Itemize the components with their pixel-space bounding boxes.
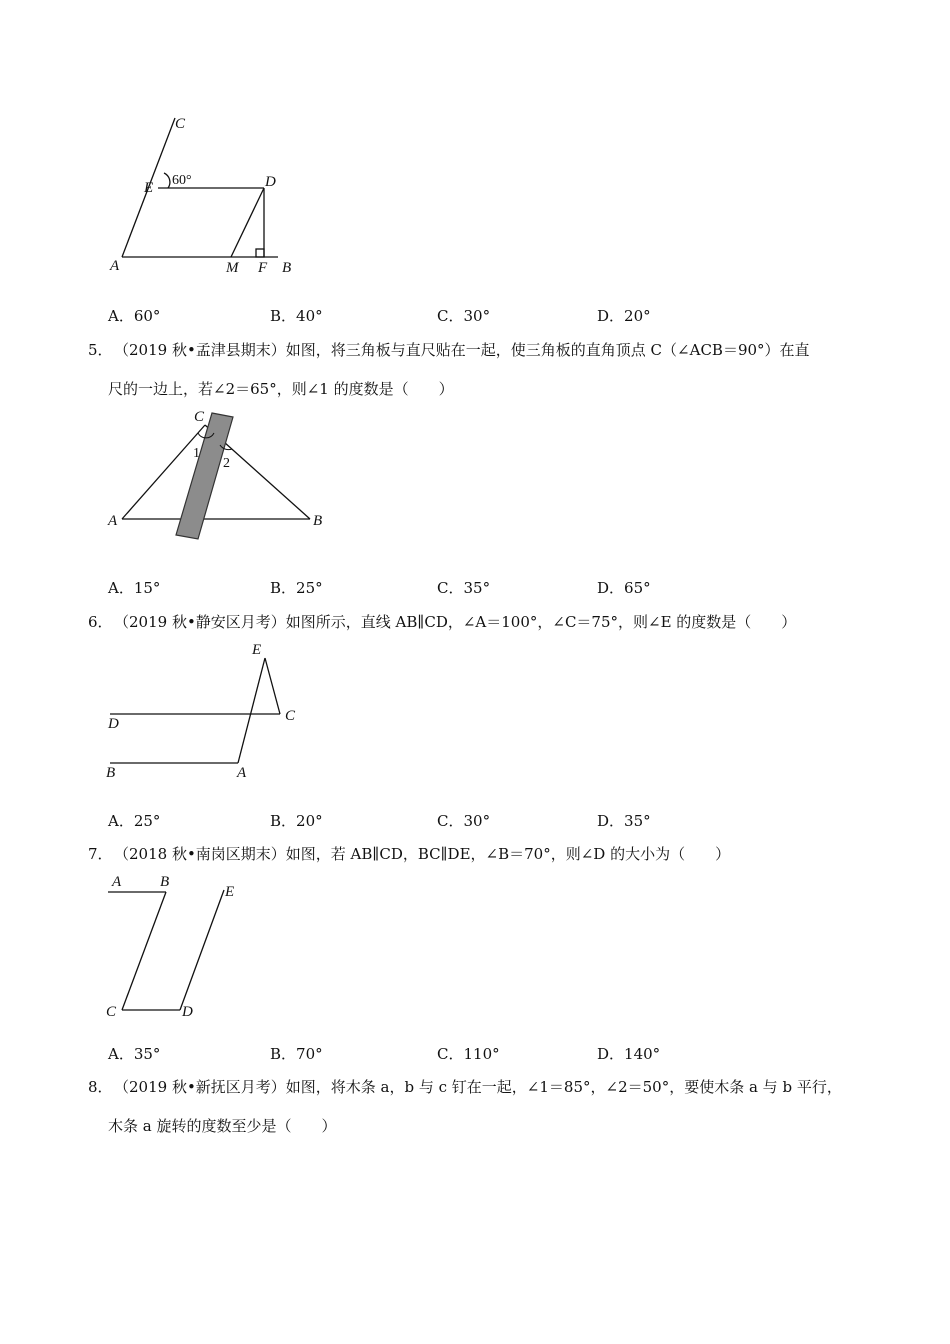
- option-a[interactable]: A．60°: [108, 307, 161, 325]
- q6-stem: [88, 612, 796, 632]
- q8-stem: [88, 1077, 842, 1097]
- label-F: F: [258, 260, 268, 276]
- label-D: D: [108, 716, 119, 732]
- option-c[interactable]: C．35°: [437, 579, 491, 597]
- option-a[interactable]: A．25°: [108, 812, 161, 830]
- right-angle-mark: [256, 249, 264, 257]
- option-c[interactable]: C．110°: [437, 1045, 500, 1063]
- figure-q5: [100, 405, 340, 545]
- option-d[interactable]: D．20°: [597, 307, 651, 325]
- label-E: E: [252, 642, 262, 658]
- q5-number: 5．: [88, 341, 113, 359]
- label-M: M: [226, 260, 239, 276]
- angle-label-2: 2: [223, 456, 230, 471]
- option-d[interactable]: D．35°: [597, 812, 651, 830]
- option-d[interactable]: D．65°: [597, 579, 651, 597]
- q6-number: 6．: [88, 613, 113, 631]
- label-B: B: [106, 765, 116, 781]
- label-E: E: [225, 884, 235, 900]
- line-DM: [231, 188, 264, 257]
- label-B: B: [313, 513, 323, 529]
- label-D: D: [265, 174, 276, 190]
- label-B: B: [160, 874, 170, 890]
- q5-stem: [88, 340, 810, 360]
- line-BC: [122, 892, 166, 1010]
- label-C: C: [194, 409, 205, 425]
- q6-text-line1: （2019 秋•静安区月考）如图所示，直线 AB∥CD，∠A＝100°，∠C＝75°，则∠E 的度数是（ ）: [114, 613, 797, 631]
- option-c[interactable]: C．30°: [437, 307, 491, 325]
- option-b[interactable]: B．25°: [270, 579, 323, 597]
- angle-60: 60°: [172, 173, 192, 188]
- label-E: E: [144, 180, 154, 196]
- q5-text-line2: 尺的一边上，若∠2＝65°，则∠1 的度数是（ ）: [108, 380, 454, 398]
- line-DE: [180, 890, 224, 1010]
- figure-q7: [100, 868, 260, 1028]
- label-A: A: [112, 874, 122, 890]
- label-C: C: [106, 1004, 117, 1020]
- q8-number: 8．: [88, 1078, 113, 1096]
- line-AE: [238, 658, 265, 763]
- option-a[interactable]: A．35°: [108, 1045, 161, 1063]
- label-B: B: [282, 260, 292, 276]
- q8-text-line2: 木条 a 旋转的度数至少是（ ）: [108, 1117, 337, 1135]
- q7-number: 7．: [88, 845, 113, 863]
- label-C: C: [175, 116, 186, 132]
- angle-arc: [164, 173, 170, 188]
- option-d[interactable]: D．140°: [597, 1045, 661, 1063]
- option-a[interactable]: A．15°: [108, 579, 161, 597]
- q7-text-line1: （2018 秋•南岗区期末）如图，若 AB∥CD，BC∥DE，∠B＝70°，则∠D 的大小为（ ）: [114, 845, 731, 863]
- angle-label-1: 1: [193, 446, 200, 461]
- option-b[interactable]: B．70°: [270, 1045, 323, 1063]
- label-D: D: [182, 1004, 193, 1020]
- label-A: A: [110, 258, 120, 274]
- q5-text-line1: （2019 秋•孟津县期末）如图，将三角板与直尺贴在一起，使三角板的直角顶点 C（∠ACB＝90°）在直: [114, 341, 810, 359]
- figure-q6: [100, 638, 320, 783]
- option-c[interactable]: C．30°: [437, 812, 491, 830]
- option-b[interactable]: B．20°: [270, 812, 323, 830]
- line-EC: [265, 658, 280, 714]
- option-b[interactable]: B．40°: [270, 307, 323, 325]
- label-A: A: [237, 765, 247, 781]
- q8-text-line1: （2019 秋•新抚区月考）如图，将木条 a，b 与 c 钉在一起，∠1＝85°，∠2＝50°，要使木条 a 与 b 平行，: [114, 1078, 842, 1096]
- q7-stem: [88, 844, 730, 864]
- ruler: [176, 413, 233, 539]
- label-C: C: [285, 708, 296, 724]
- figure-q4: [100, 110, 310, 285]
- label-A: A: [108, 513, 118, 529]
